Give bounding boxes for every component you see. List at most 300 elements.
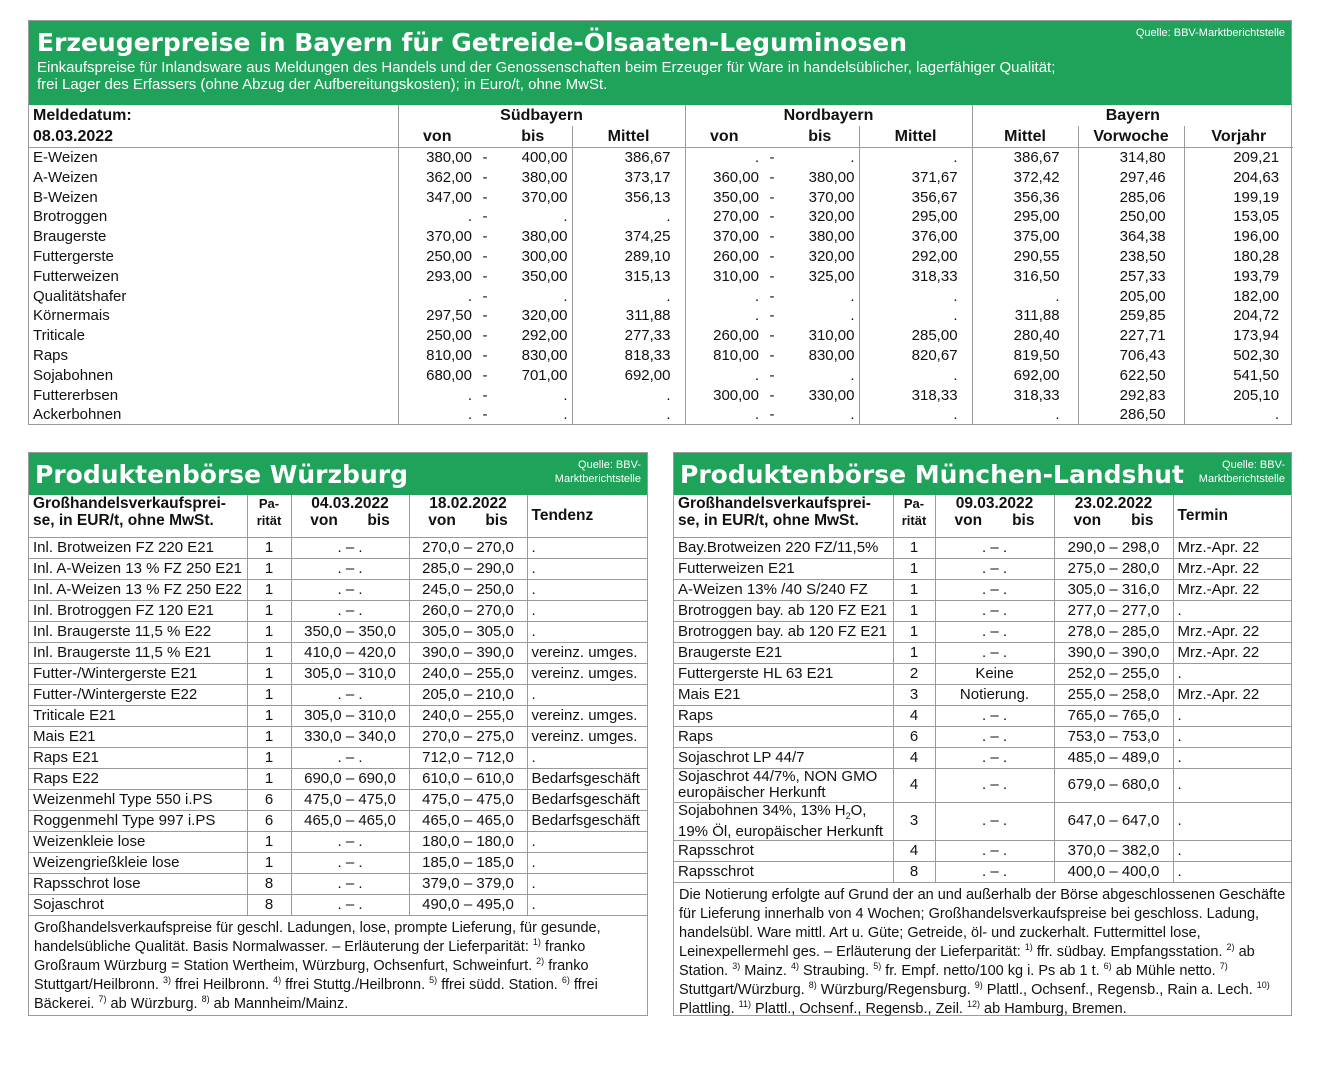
cell-nord-mittel: . (859, 366, 972, 386)
cell-product: A-Weizen (33, 168, 98, 186)
wue-cell-product: Futter-/Wintergerste E22 (29, 684, 247, 705)
wue-cell-date2: 270,0 – 270,0 (409, 537, 527, 558)
cell-nord-bis: 830,00 (808, 346, 855, 364)
muc-cell-paritaet: 2 (893, 663, 935, 684)
wue-cell-tendenz: vereinz. umges. (527, 726, 647, 747)
meldedatum-label: Meldedatum: (33, 107, 132, 124)
wuerzburg-header (29, 453, 647, 495)
wue-cell-tendenz: . (527, 747, 647, 768)
muc-cell-date1: . – . (935, 726, 1054, 747)
wue-cell-tendenz: . (527, 873, 647, 894)
muc-foot-12: ab Hamburg, Bremen. (984, 1000, 1127, 1017)
table-row (29, 600, 647, 621)
muc-cell-date2: 400,0 – 400,0 (1054, 861, 1173, 882)
table-row (29, 852, 647, 873)
wue-cell-date2: 205,0 – 210,0 (409, 684, 527, 705)
wue-cell-date2: 260,0 – 270,0 (409, 600, 527, 621)
cell-sued-bis: . (563, 287, 568, 305)
table-row (29, 306, 1293, 326)
wue-cell-date2: 240,0 – 255,0 (409, 663, 527, 684)
wue-cell-date2: 240,0 – 255,0 (409, 705, 527, 726)
cell-nord-dash: - (769, 366, 775, 384)
muenchen-source (1199, 458, 1285, 486)
cell-sued-bis: 400,00 (521, 149, 568, 166)
cell-bayern-mittel: 316,50 (972, 267, 1078, 287)
muc-cell-date2: 390,0 – 390,0 (1054, 642, 1173, 663)
table-row (29, 326, 1293, 346)
cell-bayern-mittel: 356,36 (972, 188, 1078, 208)
cell-nord-bis: . (850, 149, 855, 166)
muc-row-b-date2: 647,0 – 647,0 (1054, 802, 1173, 840)
cell-bayern-mittel: 280,40 (972, 326, 1078, 346)
table-row (674, 747, 1291, 768)
wue-cell-date1: 465,0 – 465,0 (291, 810, 409, 831)
muc-cell-date2: 305,0 – 316,0 (1054, 579, 1173, 600)
muc-col-paritaet (893, 495, 935, 537)
table-row (29, 366, 1293, 386)
muc-cell-date2: 275,0 – 280,0 (1054, 558, 1173, 579)
cell-sued-bis: 370,00 (521, 188, 568, 206)
muc-row-b-paritaet: 3 (893, 802, 935, 840)
table-row (674, 537, 1291, 558)
cell-bayern-mittel: 819,50 (972, 346, 1078, 366)
muc-cell-date2: 290,0 – 298,0 (1054, 537, 1173, 558)
col-nord-von: von (685, 126, 763, 148)
cell-sued-dash: - (482, 188, 488, 206)
muc-cell-paritaet: 4 (893, 747, 935, 768)
cell-nord-bis: . (850, 366, 855, 384)
wue-cell-paritaet: 1 (247, 684, 291, 705)
muc-cell-date2: 252,0 – 255,0 (1054, 663, 1173, 684)
wue-cell-date2: 285,0 – 290,0 (409, 558, 527, 579)
wuerzburg-source-line-2: Marktberichtstelle (554, 473, 641, 485)
table-row (29, 621, 647, 642)
muc-col-product-l1: Großhandelsverkaufsprei- (678, 495, 871, 512)
cell-sued-mittel: 374,25 (572, 227, 685, 247)
cell-sued-bis: 292,00 (521, 327, 568, 345)
muc-foot-8: Würzburg/Regensburg. (820, 981, 975, 998)
muc-cell-date1: . – . (935, 537, 1054, 558)
muc-cell-product: Futtergerste HL 63 E21 (674, 663, 893, 684)
wue-cell-paritaet: 1 (247, 747, 291, 768)
erzeugerpreise-subtitle-1: Einkaufspreise für Inlandsware aus Meldungen des Handels und der Genossenschaften beim Erzeuger für Ware in handelsüblicher, lagerfähiger Qualität; (37, 59, 1056, 76)
muc-cell-termin: . (1173, 861, 1291, 882)
wue-cell-date2: 185,0 – 185,0 (409, 852, 527, 873)
wue-cell-tendenz: vereinz. umges. (527, 705, 647, 726)
muc-row-a-name-l2: europäischer Herkunft (678, 784, 826, 801)
wue-cell-product: Inl. A-Weizen 13 % FZ 250 E22 (29, 579, 247, 600)
cell-sued-dash: - (482, 327, 488, 345)
cell-bayern-vorwoche: 286,50 (1078, 405, 1184, 425)
cell-sued-mittel: 311,88 (572, 306, 685, 326)
muc-cell-termin: Mrz.-Apr. 22 (1173, 642, 1291, 663)
wue-cell-tendenz: . (527, 852, 647, 873)
wue-cell-date1: . – . (291, 831, 409, 852)
wue-cell-product: Inl. Braugerste 11,5 % E22 (29, 621, 247, 642)
wue-cell-date2: 379,0 – 379,0 (409, 873, 527, 894)
cell-sued-mittel: 386,67 (572, 148, 685, 168)
wue-foot-7: ab Würzburg. (110, 995, 202, 1012)
table-row (29, 267, 1293, 287)
cell-bayern-vorjahr: 182,00 (1184, 287, 1293, 307)
muc-row-a-paritaet: 4 (893, 768, 935, 802)
wue-col-paritaet-l1: Pa- (258, 496, 280, 511)
wue-col-product-l1: Großhandelsverkaufsprei- (33, 495, 226, 512)
table-row (29, 579, 647, 600)
muc-cell-product: Bay.Brotweizen 220 FZ/11,5% (674, 537, 893, 558)
wue-date1-von: von (310, 512, 338, 529)
cell-bayern-mittel: 375,00 (972, 227, 1078, 247)
muc-cell-termin: . (1173, 840, 1291, 861)
erzeugerpreise-subtitle-2: frei Lager des Erfassers (ohne Abzug der Aufbereitungskosten); in Euro/t, ohne MwSt. (37, 76, 608, 93)
wuerzburg-panel (28, 452, 648, 1016)
cell-nord-mittel: 318,33 (859, 267, 972, 287)
table-row (29, 405, 1293, 425)
muc-foot-11: Plattl., Ochsenf., Regensb., Zeil. (755, 1000, 967, 1017)
cell-sued-dash: - (482, 366, 488, 384)
cell-nord-von: 350,00 (685, 188, 763, 208)
wue-cell-tendenz: . (527, 600, 647, 621)
table-row (29, 247, 1293, 267)
cell-bayern-vorwoche: 259,85 (1078, 306, 1184, 326)
wue-col-tendenz: Tendenz (527, 495, 647, 537)
cell-bayern-vorwoche: 257,33 (1078, 267, 1184, 287)
cell-nord-mittel: . (859, 306, 972, 326)
wue-cell-paritaet: 1 (247, 579, 291, 600)
meldedatum-value: 08.03.2022 (29, 126, 398, 148)
wue-col-product-l2: se, in EUR/t, ohne MwSt. (33, 512, 214, 529)
muenchen-panel (673, 452, 1292, 1016)
cell-nord-von: . (685, 366, 763, 386)
muc-cell-date1: . – . (935, 747, 1054, 768)
wue-col-paritaet-l2: rität (256, 513, 282, 528)
wue-cell-product: Futter-/Wintergerste E21 (29, 663, 247, 684)
cell-product: Ackerbohnen (33, 406, 122, 424)
muenchen-title: Produktenbörse München-Landshut (680, 460, 1184, 489)
table-row (29, 894, 647, 915)
muc-row-b-name-a: Sojabohnen 34%, 13% H (678, 802, 846, 819)
cell-sued-von: 370,00 (398, 227, 476, 247)
muc-cell-date2: 277,0 – 277,0 (1054, 600, 1173, 621)
muc-cell-paritaet: 1 (893, 621, 935, 642)
col-sued-von: von (398, 126, 476, 148)
wue-cell-date1: . – . (291, 852, 409, 873)
muc-row-a-date2: 679,0 – 680,0 (1054, 768, 1173, 802)
wue-cell-tendenz: . (527, 579, 647, 600)
col-nord-bis: bis (781, 126, 859, 148)
cell-sued-mittel: 289,10 (572, 247, 685, 267)
cell-bayern-vorjahr: 204,63 (1184, 168, 1293, 188)
cell-sued-von: . (398, 287, 476, 307)
muc-foot-6: ab Mühle netto. (1115, 962, 1220, 979)
muc-col-termin: Termin (1173, 495, 1291, 537)
muc-cell-paritaet: 4 (893, 840, 935, 861)
cell-nord-dash: - (769, 406, 775, 424)
cell-nord-dash: - (769, 287, 775, 305)
muc-cell-date1: . – . (935, 840, 1054, 861)
cell-sued-von: 297,50 (398, 306, 476, 326)
muc-cell-date1: Keine (935, 663, 1054, 684)
cell-product: Sojabohnen (33, 366, 114, 384)
table-row (674, 684, 1291, 705)
cell-bayern-vorwoche: 314,80 (1078, 148, 1184, 168)
muc-cell-termin: . (1173, 726, 1291, 747)
muc-date2-von: von (1073, 512, 1102, 529)
table-row (29, 346, 1293, 366)
wue-cell-product: Weizenmehl Type 550 i.PS (29, 789, 247, 810)
muc-row-b-termin: . (1173, 802, 1291, 840)
cell-bayern-vorjahr: 204,72 (1184, 306, 1293, 326)
cell-sued-mittel: 373,17 (572, 168, 685, 188)
wue-cell-paritaet: 6 (247, 810, 291, 831)
cell-bayern-vorjahr: 541,50 (1184, 366, 1293, 386)
cell-sued-bis: 350,00 (521, 267, 568, 285)
cell-sued-mittel: 277,33 (572, 326, 685, 346)
wue-foot-3: ffrei Heilbronn. (175, 976, 274, 993)
wue-cell-date2: 305,0 – 305,0 (409, 621, 527, 642)
wue-cell-date1: 690,0 – 690,0 (291, 768, 409, 789)
table-row (29, 287, 1293, 307)
cell-nord-mittel: 356,67 (859, 188, 972, 208)
table-row (674, 663, 1291, 684)
wue-col-date1 (291, 495, 409, 537)
cell-sued-dash: - (482, 267, 488, 285)
table-row (29, 810, 647, 831)
cell-nord-dash: - (769, 386, 775, 404)
cell-bayern-vorwoche: 364,38 (1078, 227, 1184, 247)
muc-cell-product: Raps (674, 705, 893, 726)
muc-cell-product: Brotroggen bay. ab 120 FZ E21 (674, 600, 893, 621)
muc-cell-date1: Notierung. (935, 684, 1054, 705)
muc-cell-product: Futterweizen E21 (674, 558, 893, 579)
cell-nord-bis: . (850, 287, 855, 305)
erzeugerpreise-title: Erzeugerpreise in Bayern für Getreide-Ölsaaten-Leguminosen (37, 28, 908, 57)
cell-sued-von: 680,00 (398, 366, 476, 386)
wue-foot-intro: Großhandelsverkaufspreise für geschl. Ladungen, lose, prompte Lieferung, für gesunde, handelsübliche Qualität. Basis Normalwasser. – Erläuterung der Lieferparität: (34, 919, 601, 955)
muc-col-date2 (1054, 495, 1173, 537)
cell-bayern-vorjahr: 502,30 (1184, 346, 1293, 366)
cell-sued-mittel: . (572, 207, 685, 227)
muc-cell-termin: Mrz.-Apr. 22 (1173, 537, 1291, 558)
table-row-label (674, 802, 893, 840)
col-bayern-vorjahr: Vorjahr (1184, 126, 1293, 148)
table-row (29, 148, 1293, 168)
cell-nord-dash: - (769, 327, 775, 345)
wuerzburg-source-line-1: Quelle: BBV- (578, 459, 641, 471)
table-row (29, 188, 1293, 208)
cell-sued-dash: - (482, 346, 488, 364)
cell-bayern-vorjahr: 209,21 (1184, 148, 1293, 168)
cell-nord-bis: 380,00 (808, 228, 855, 246)
wue-cell-tendenz: . (527, 621, 647, 642)
muc-col-product-l2: se, in EUR/t, ohne MwSt. (678, 512, 859, 529)
table-row (674, 726, 1291, 747)
wue-cell-product: Weizenkleie lose (29, 831, 247, 852)
wue-cell-date2: 490,0 – 495,0 (409, 894, 527, 915)
wue-cell-tendenz: Bedarfsgeschäft (527, 768, 647, 789)
wue-cell-paritaet: 8 (247, 894, 291, 915)
wue-cell-paritaet: 1 (247, 768, 291, 789)
wue-cell-paritaet: 1 (247, 621, 291, 642)
cell-sued-bis: 320,00 (521, 307, 568, 325)
muc-row-a-termin: . (1173, 768, 1291, 802)
cell-nord-von: 810,00 (685, 346, 763, 366)
cell-nord-von: . (685, 306, 763, 326)
wue-cell-tendenz: Bedarfsgeschäft (527, 789, 647, 810)
cell-sued-von: . (398, 207, 476, 227)
cell-sued-mittel: . (572, 287, 685, 307)
cell-nord-bis: 320,00 (808, 247, 855, 265)
cell-sued-dash: - (482, 228, 488, 246)
wue-cell-product: Inl. A-Weizen 13 % FZ 250 E21 (29, 558, 247, 579)
table-row (29, 768, 647, 789)
cell-sued-mittel: . (572, 386, 685, 406)
cell-bayern-vorwoche: 292,83 (1078, 386, 1184, 406)
wue-cell-paritaet: 1 (247, 831, 291, 852)
muenchen-footnote: Die Notierung erfolgte auf Grund der an und außerhalb der Börse abgeschlossenen Geschäfte für Lieferung innerhalb von 4 Wochen; Großhandelsverkaufspreise bei geschloss. Ladung, handelsübl. Ware mittl. Art u. Güte; Getreide, öl- und zuckerhalt. Futtermittel lose, Leinexpellermehl ges. – Erläuterung der Lieferparität: $^{1)}$ ffr. südbay. Empfangsstation. $^{2)}$ ab Station. $^{3)}$ Mainz. $^{4)}$ Straubing. $^{5)}$ fr. Empf. netto/100 kg i. Ps ab 1 t. $^{6)}$ ab Mühle netto. $^{7)}$ Stuttgart/Würzburg. $^{8)}$ Würzburg/Regensburg. $^{9)}$ Plattl., Ochsenf., Regensb., Rain a. Lech. $^{10)}$ Plattling. $^{11)}$ Plattl., Ochsenf., Regensb., Zeil. $^{12)}$ ab Hamburg, Bremen. (679, 886, 1286, 1017)
wue-cell-paritaet: 1 (247, 663, 291, 684)
cell-nord-mittel: 376,00 (859, 227, 972, 247)
muc-date1-von: von (954, 512, 983, 529)
table-row (29, 705, 647, 726)
cell-nord-dash: - (769, 267, 775, 285)
muc-col-paritaet-l1: Pa- (903, 496, 925, 511)
cell-sued-von: 293,00 (398, 267, 476, 287)
table-row (29, 789, 647, 810)
wue-cell-tendenz: Bedarfsgeschäft (527, 810, 647, 831)
cell-product: Futtererbsen (33, 386, 119, 404)
wue-cell-date1: . – . (291, 747, 409, 768)
wue-cell-tendenz: . (527, 537, 647, 558)
cell-nord-von: . (685, 148, 763, 168)
wue-cell-product: Raps E21 (29, 747, 247, 768)
cell-nord-dash: - (769, 307, 775, 325)
table-row (29, 663, 647, 684)
muc-foot-10: Plattling. (679, 1000, 739, 1017)
table-row (674, 705, 1291, 726)
muc-cell-termin: . (1173, 747, 1291, 768)
wue-cell-date2: 475,0 – 475,0 (409, 789, 527, 810)
wue-cell-tendenz: . (527, 894, 647, 915)
table-row (674, 861, 1291, 882)
muc-cell-termin: Mrz.-Apr. 22 (1173, 558, 1291, 579)
table-row (29, 831, 647, 852)
cell-bayern-vorjahr: 199,19 (1184, 188, 1293, 208)
cell-bayern-mittel: 386,67 (972, 148, 1078, 168)
cell-nord-von: 260,00 (685, 247, 763, 267)
wue-cell-date2: 390,0 – 390,0 (409, 642, 527, 663)
cell-nord-bis: 370,00 (808, 188, 855, 206)
muenchen-header (674, 453, 1291, 495)
cell-nord-mittel: . (859, 148, 972, 168)
wue-cell-date1: . – . (291, 558, 409, 579)
muc-cell-termin: . (1173, 600, 1291, 621)
table-row (29, 207, 1293, 227)
wue-foot-6: ffrei Bäckerei. (34, 976, 598, 1012)
cell-nord-von: . (685, 405, 763, 425)
cell-nord-von: 370,00 (685, 227, 763, 247)
cell-bayern-mittel: 692,00 (972, 366, 1078, 386)
cell-nord-dash: - (769, 228, 775, 246)
cell-sued-dash: - (482, 247, 488, 265)
wuerzburg-footnote: Großhandelsverkaufspreise für geschl. Ladungen, lose, prompte Lieferung, für gesunde, handelsübliche Qualität. Basis Normalwasser. – Erläuterung der Lieferparität: $^{1)}$ franko Großraum Würzburg = Station Wertheim, Würzburg, Ochsenfurt, Schweinfurt. $^{2)}$ franko Stuttgart/Heilbronn. $^{3)}$ ffrei Heilbronn. $^{4)}$ ffrei Stuttg./Heilbronn. $^{5)}$ ffrei südd. Station. $^{6)}$ ffrei Bäckerei. $^{7)}$ ab Würzburg. $^{8)}$ ab Mannheim/Mainz. (34, 919, 601, 1012)
cell-nord-mittel: . (859, 405, 972, 425)
table-row (674, 600, 1291, 621)
table-row (29, 386, 1293, 406)
muc-cell-product: Mais E21 (674, 684, 893, 705)
cell-nord-bis: 310,00 (808, 327, 855, 345)
table-row (674, 840, 1291, 861)
cell-nord-bis: . (850, 406, 855, 424)
muc-cell-paritaet: 6 (893, 726, 935, 747)
wue-cell-date1: . – . (291, 873, 409, 894)
wue-cell-date1: 475,0 – 475,0 (291, 789, 409, 810)
cell-nord-mittel: 318,33 (859, 386, 972, 406)
wue-cell-date2: 712,0 – 712,0 (409, 747, 527, 768)
muc-cell-date1: . – . (935, 558, 1054, 579)
muc-col-product (674, 495, 893, 537)
muc-cell-paritaet: 1 (893, 537, 935, 558)
muc-foot-intro: Die Notierung erfolgte auf Grund der an und außerhalb der Börse abgeschlossenen Geschäfte für Lieferung innerhalb von 4 Wochen; Großhandelsverkaufspreise bei geschloss. Ladung, handelsübl. Ware mittl. Art u. Güte; Getreide, öl- und zuckerhalt. Futtermittel lose, Leinexpellermehl ges. – Erläuterung der Lieferparität: (679, 886, 1286, 960)
cell-product: Raps (33, 346, 69, 364)
wue-cell-paritaet: 1 (247, 600, 291, 621)
cell-sued-dash: - (482, 149, 488, 166)
group-bayern: Bayern (972, 105, 1293, 126)
cell-nord-bis: 330,00 (808, 386, 855, 404)
table-row (29, 642, 647, 663)
muc-date2-bis: bis (1131, 512, 1154, 529)
wue-foot-4: ffrei Stuttg./Heilbronn. (285, 976, 430, 993)
wue-col-paritaet (247, 495, 291, 537)
cell-sued-bis: 830,00 (521, 346, 568, 364)
muc-cell-product: Sojaschrot LP 44/7 (674, 747, 893, 768)
group-nordbayern: Nordbayern (685, 105, 972, 126)
col-bayern-mittel: Mittel (972, 126, 1078, 148)
wue-foot-5: ffrei südd. Station. (441, 976, 562, 993)
wue-cell-product: Sojaschrot (29, 894, 247, 915)
cell-sued-dash: - (482, 287, 488, 305)
cell-bayern-vorjahr: 180,28 (1184, 247, 1293, 267)
table-row (674, 579, 1291, 600)
cell-sued-dash: - (482, 386, 488, 404)
cell-sued-bis: 300,00 (521, 247, 568, 265)
muc-cell-date1: . – . (935, 621, 1054, 642)
wue-cell-product: Inl. Brotweizen FZ 220 E21 (29, 537, 247, 558)
wue-cell-paritaet: 1 (247, 558, 291, 579)
muc-cell-date2: 278,0 – 285,0 (1054, 621, 1173, 642)
table-row (674, 558, 1291, 579)
wue-cell-product: Raps E22 (29, 768, 247, 789)
table-row (29, 747, 647, 768)
muc-cell-paritaet: 1 (893, 558, 935, 579)
cell-product: Qualitätshafer (33, 287, 127, 305)
cell-nord-dash: - (769, 247, 775, 265)
table-row (29, 558, 647, 579)
wue-cell-date1: 350,0 – 350,0 (291, 621, 409, 642)
wue-col-date2 (409, 495, 527, 537)
wue-date2-von: von (428, 512, 456, 529)
wue-cell-product: Rapsschrot lose (29, 873, 247, 894)
cell-product: Braugerste (33, 228, 107, 246)
muc-date2: 23.02.2022 (1074, 495, 1153, 512)
wue-cell-paritaet: 1 (247, 726, 291, 747)
cell-nord-von: 300,00 (685, 386, 763, 406)
table-row (674, 642, 1291, 663)
cell-nord-dash: - (769, 188, 775, 206)
wue-foot-1: franko Großraum Würzburg = Station Wertheim, Würzburg, Ochsenfurt, Schweinfurt. (34, 938, 586, 974)
muc-cell-paritaet: 1 (893, 579, 935, 600)
muc-date1-bis: bis (1012, 512, 1035, 529)
